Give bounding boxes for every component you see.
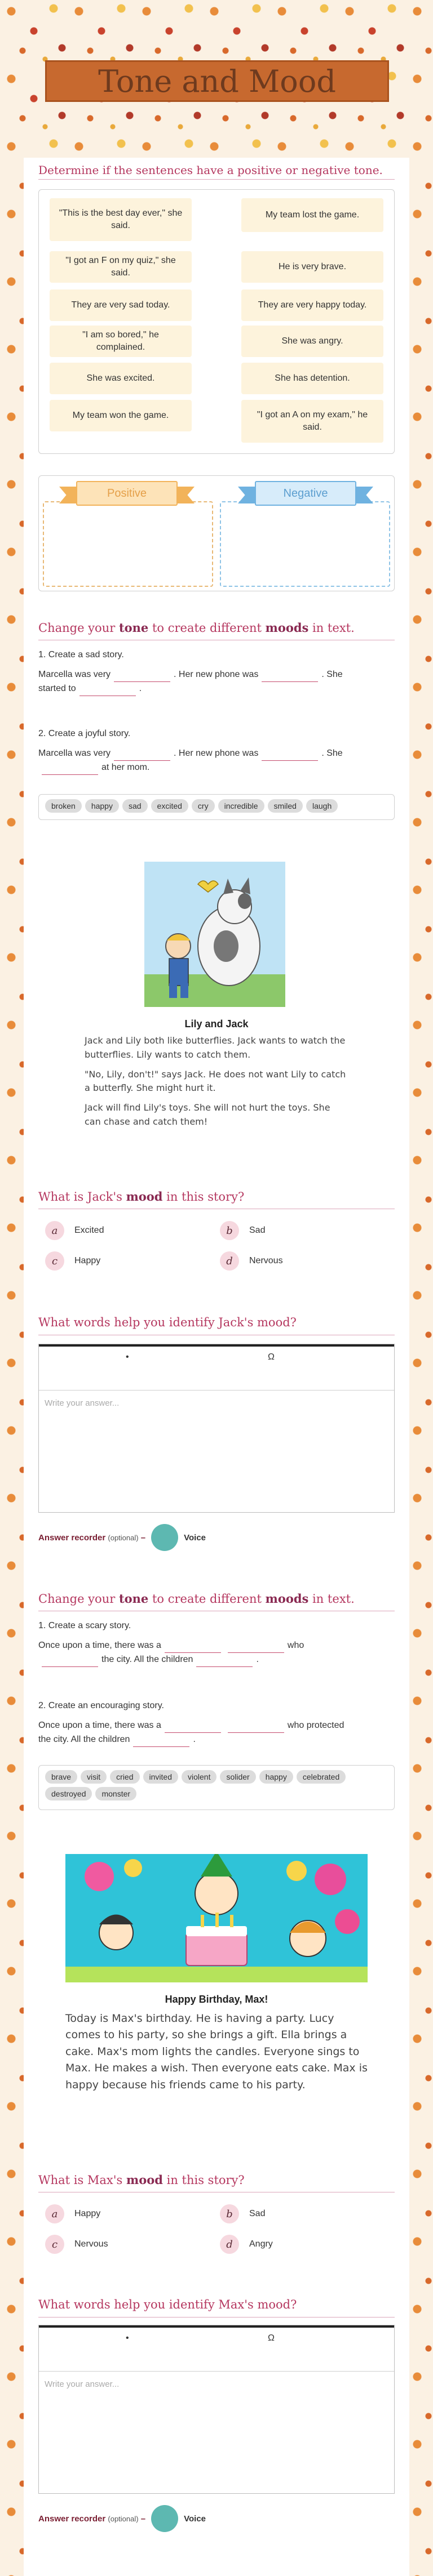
- mood-question: [38, 1189, 244, 1204]
- option-letter: b: [220, 1221, 239, 1240]
- option-text: Nervous: [249, 1256, 283, 1265]
- voice-label: Voice: [184, 2513, 206, 2524]
- recorder-label-text: Answer recorder: [38, 2513, 106, 2524]
- sad-story-sentence: [38, 668, 395, 696]
- word-chip[interactable]: incredible: [218, 799, 264, 813]
- sad-story-title: 1. Create a sad story.: [38, 650, 124, 659]
- sort-card[interactable]: He is very brave.: [241, 251, 383, 283]
- words-question: What words help you identify Max's mood?: [38, 2298, 297, 2311]
- word-chip[interactable]: smiled: [268, 799, 303, 813]
- scary-story-title: 1. Create a scary story.: [38, 1621, 131, 1630]
- sentence-text: the city. All the children: [101, 1654, 193, 1664]
- word-chip[interactable]: solider: [220, 1770, 255, 1784]
- heading-tone: tone: [118, 1592, 149, 1606]
- bullet-list-button[interactable]: •: [126, 2333, 129, 2343]
- option-letter: c: [45, 1251, 64, 1271]
- divider: [38, 179, 395, 180]
- editor-toolbar: [39, 2325, 394, 2372]
- joyful-story-sentence: [38, 747, 395, 775]
- option-letter: a: [45, 1221, 64, 1240]
- sentence-text: who protected: [287, 1721, 344, 1730]
- positive-bucket[interactable]: [43, 501, 213, 587]
- recorder-optional: (optional): [108, 1533, 139, 1542]
- word-chip[interactable]: monster: [95, 1787, 136, 1800]
- word-chip[interactable]: violent: [182, 1770, 216, 1784]
- encouraging-story-title: 2. Create an encouraging story.: [38, 1701, 164, 1710]
- word-chip[interactable]: visit: [81, 1770, 107, 1784]
- change-tone-heading: [38, 1592, 355, 1606]
- sentence-text: started to: [38, 683, 76, 693]
- sort-card[interactable]: "I got an A on my exam," he said.: [241, 400, 383, 443]
- mood-option-b[interactable]: [220, 2204, 265, 2223]
- recorder-dash: –: [140, 2513, 146, 2524]
- blank-input[interactable]: [262, 672, 318, 682]
- blank-input[interactable]: [79, 686, 136, 696]
- sort-card[interactable]: My team won the game.: [50, 400, 192, 431]
- sort-card[interactable]: They are very happy today.: [241, 289, 383, 321]
- sentence-text: .: [256, 1654, 259, 1664]
- story-title: Lily and Jack: [184, 1018, 249, 1029]
- sort-card[interactable]: "I got an F on my quiz," she said.: [50, 251, 192, 283]
- scary-story-sentence: [38, 1639, 395, 1667]
- option-text: Sad: [249, 1225, 266, 1235]
- blank-input[interactable]: [114, 672, 170, 682]
- story-title: Happy Birthday, Max!: [165, 1994, 268, 2005]
- word-bank: [45, 799, 389, 813]
- answer-input[interactable]: Write your answer...: [45, 1398, 120, 1408]
- sentence-text: who: [287, 1641, 304, 1650]
- blank-input[interactable]: [42, 1657, 98, 1667]
- heading-mood: mood: [126, 1189, 163, 1204]
- blank-input[interactable]: [165, 1643, 221, 1653]
- birthday-party-illustration: [65, 1854, 368, 1982]
- answer-input[interactable]: Write your answer...: [45, 2379, 120, 2389]
- option-letter: d: [220, 1251, 239, 1271]
- heading-text: What is Max's: [38, 2173, 127, 2187]
- sentence-text: . She: [321, 748, 343, 758]
- heading-text: in text.: [308, 621, 355, 635]
- sort-card[interactable]: "I am so bored," he complained.: [50, 326, 192, 357]
- positive-label: Positive: [76, 481, 178, 506]
- page-title: Tone and Mood: [98, 63, 336, 99]
- heading-text: Change your: [38, 1592, 119, 1606]
- sentence-text: .: [193, 1734, 196, 1744]
- story-paragraph: Jack will find Lily's toys. She will not hurt the toys. She can chase and catch them!: [85, 1102, 330, 1127]
- option-text: Happy: [74, 2209, 101, 2218]
- word-chip[interactable]: cried: [110, 1770, 139, 1784]
- word-chip[interactable]: destroyed: [45, 1787, 92, 1800]
- heading-tone: tone: [118, 621, 149, 635]
- recorder-label: [38, 1533, 145, 1543]
- mood-option-d[interactable]: [220, 2235, 273, 2254]
- story-paragraph: Jack and Lily both like butterflies. Jack wants to watch the butterflies. Lily wants to catch them.: [85, 1035, 346, 1060]
- sort-card[interactable]: "This is the best day ever," she said.: [50, 198, 192, 241]
- word-chip[interactable]: invited: [143, 1770, 178, 1784]
- blank-input[interactable]: [262, 751, 318, 761]
- recorder-optional: (optional): [108, 2514, 139, 2523]
- option-text: Sad: [249, 2209, 266, 2218]
- sentence-text: Once upon a time, there was a: [38, 1641, 161, 1650]
- option-letter: a: [45, 2204, 64, 2223]
- sentence-text: at her mom.: [101, 762, 150, 772]
- option-text: Happy: [74, 1256, 101, 1265]
- word-chip[interactable]: cry: [192, 799, 215, 813]
- option-text: Nervous: [74, 2239, 108, 2249]
- mood-option-a[interactable]: [45, 2204, 100, 2223]
- words-question: What words help you identify Jack's mood?: [38, 1316, 297, 1329]
- sentence-text: . Her new phone was: [174, 748, 259, 758]
- answer-editor: [38, 1344, 395, 1513]
- mood-option-c[interactable]: [45, 1251, 100, 1271]
- blank-input[interactable]: [165, 1723, 221, 1733]
- story-body: [85, 1034, 348, 1129]
- sort-card[interactable]: She has detention.: [241, 363, 383, 394]
- recorder-label: [38, 2514, 145, 2524]
- option-letter: d: [220, 2235, 239, 2254]
- option-letter: c: [45, 2235, 64, 2254]
- joyful-story-title: 2. Create a joyful story.: [38, 729, 131, 738]
- option-text: Angry: [249, 2239, 273, 2249]
- bullet-list-button[interactable]: •: [126, 1352, 129, 1362]
- word-chip[interactable]: happy: [259, 1770, 293, 1784]
- heading-text: in text.: [308, 1592, 355, 1606]
- mood-option-b[interactable]: [220, 1221, 265, 1240]
- blank-input[interactable]: [228, 1643, 284, 1653]
- negative-bucket[interactable]: [220, 501, 390, 587]
- sort-card[interactable]: She was angry.: [241, 326, 383, 357]
- recorder-dash: –: [140, 1532, 146, 1543]
- voice-label: Voice: [184, 1532, 206, 1543]
- answer-recorder: [38, 1524, 206, 1551]
- title-banner: [45, 60, 389, 102]
- blank-input[interactable]: [228, 1723, 284, 1733]
- answer-recorder: [38, 2505, 206, 2532]
- sort-card[interactable]: My team lost the game.: [241, 198, 383, 232]
- change-tone-heading: [38, 621, 355, 635]
- heading-text: What is Jack's: [38, 1190, 126, 1204]
- word-chip[interactable]: celebrated: [297, 1770, 346, 1784]
- story-body: [65, 2011, 368, 2093]
- negative-ribbon: [255, 481, 356, 506]
- story-paragraph: "No, Lily, don't!" says Jack. He does not want Lily to catch a butterfly. She might hurt it.: [85, 1068, 346, 1094]
- mood-option-d[interactable]: [220, 1251, 283, 1271]
- heading-text: in this story?: [162, 1190, 245, 1204]
- heading-moods: moods: [265, 1592, 309, 1606]
- blank-input[interactable]: [42, 765, 98, 775]
- sentence-text: Marcella was very: [38, 670, 111, 679]
- blank-input[interactable]: [114, 751, 170, 761]
- story-paragraph: Today is Max's birthday. He is having a party. Lucy comes to his party, so she brings a gift. Ella brings a cake. Max's mom lights the candles. Everyone sings to Max. He makes a wish. Then everyone eats cake. Max is happy because his friends came to his party.: [65, 2012, 368, 2091]
- sentence-text: . She: [321, 670, 343, 679]
- sentence-text: Once upon a time, there was a: [38, 1721, 161, 1730]
- record-button[interactable]: [151, 1524, 178, 1551]
- word-chip[interactable]: brave: [45, 1770, 77, 1784]
- option-text: Excited: [74, 1225, 104, 1235]
- lily-and-jack-illustration: [144, 862, 285, 1007]
- editor-toolbar: [39, 1344, 394, 1390]
- word-bank: [45, 1770, 389, 1800]
- sort-instruction: Determine if the sentences have a positive or negative tone.: [38, 163, 383, 177]
- special-char-button[interactable]: Ω: [268, 2333, 275, 2343]
- record-button[interactable]: [151, 2505, 178, 2532]
- word-chip[interactable]: excited: [151, 799, 188, 813]
- special-char-button[interactable]: Ω: [268, 1352, 275, 1362]
- blank-input[interactable]: [133, 1737, 189, 1747]
- heading-text: to create different: [148, 1592, 266, 1606]
- positive-ribbon: [76, 481, 178, 506]
- mood-option-a[interactable]: [45, 1221, 104, 1240]
- encouraging-story-sentence: [38, 1719, 395, 1747]
- word-chip[interactable]: happy: [85, 799, 119, 813]
- sentence-text: the city. All the children: [38, 1734, 130, 1744]
- header: [0, 0, 433, 158]
- word-chip[interactable]: broken: [45, 799, 82, 813]
- sentence-text: .: [139, 683, 142, 693]
- heading-moods: moods: [265, 621, 309, 635]
- sentence-text: . Her new phone was: [174, 670, 259, 679]
- answer-editor: [38, 2325, 395, 2494]
- heading-text: to create different: [148, 621, 266, 635]
- word-chip[interactable]: laugh: [306, 799, 338, 813]
- negative-label: Negative: [255, 481, 356, 506]
- word-chip[interactable]: sad: [122, 799, 148, 813]
- mood-option-c[interactable]: [45, 2235, 108, 2254]
- blank-input[interactable]: [196, 1657, 253, 1667]
- sentence-text: Marcella was very: [38, 748, 111, 758]
- heading-mood: mood: [126, 2173, 163, 2187]
- mood-question: [38, 2173, 245, 2187]
- heading-text: in this story?: [162, 2173, 245, 2187]
- heading-text: Change your: [38, 621, 119, 635]
- recorder-label-text: Answer recorder: [38, 1532, 106, 1543]
- sort-card[interactable]: She was excited.: [50, 363, 192, 394]
- option-letter: b: [220, 2204, 239, 2223]
- sort-card[interactable]: They are very sad today.: [50, 289, 192, 321]
